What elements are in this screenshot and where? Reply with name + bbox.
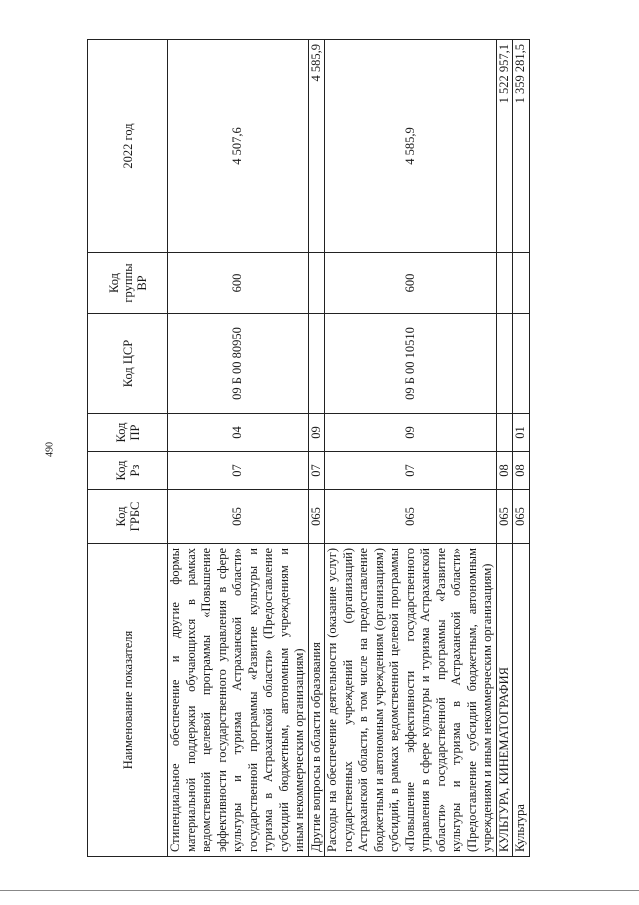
- row-grbs: 065: [513, 490, 530, 544]
- row-amount: 1 359 281,5: [513, 40, 530, 253]
- row-csr: 09 Б 00 80950: [168, 314, 309, 414]
- budget-table: [87, 39, 530, 857]
- header-rz: Код Рз: [88, 452, 168, 490]
- row-name: КУЛЬТУРА, КИНЕМАТОГРАФИЯ: [496, 544, 513, 857]
- row-amount: 4 507,6: [168, 40, 309, 253]
- header-pr: Код ПР: [88, 414, 168, 452]
- header-name: Наименование показателя: [88, 544, 168, 857]
- row-vr: 600: [168, 253, 309, 314]
- row-amount: 4 585,9: [308, 40, 325, 253]
- row-pr: [496, 414, 513, 452]
- page-number: 490: [44, 442, 56, 457]
- table-header-row: [88, 40, 168, 857]
- row-name: Стипендиальное обеспечение и другие формы материальной поддержки обучающихся в рамках ведомственной целевой программы «Повышение эффективности государственного управления в сфере культуры и туризма Астраханской области» государственной программы «Развитие культуры и туризма в Астраханской области» (Предоставление субсидий бюджетным, автономным учреждениям и иным некоммерческим организациям): [168, 544, 309, 857]
- row-rz: 07: [325, 452, 497, 490]
- row-grbs: 065: [168, 490, 309, 544]
- table-row: [168, 40, 309, 857]
- row-rz: 08: [496, 452, 513, 490]
- rotated-table-wrapper: [87, 40, 527, 857]
- row-csr: 09 Б 00 10510: [325, 314, 497, 414]
- row-csr: [496, 314, 513, 414]
- row-vr: [513, 253, 530, 314]
- row-amount: 4 585,9: [325, 40, 497, 253]
- page-bottom-rule: [0, 890, 639, 891]
- row-vr: [308, 253, 325, 314]
- table-row: [325, 40, 497, 857]
- row-grbs: 065: [496, 490, 513, 544]
- row-csr: [308, 314, 325, 414]
- row-rz: 07: [168, 452, 309, 490]
- header-vr: Код группы ВР: [88, 253, 168, 314]
- header-csr: Код ЦСР: [88, 314, 168, 414]
- row-amount: 1 522 957,1: [496, 40, 513, 253]
- table-row: [308, 40, 325, 857]
- row-grbs: 065: [308, 490, 325, 544]
- table-row: [496, 40, 513, 857]
- row-rz: 07: [308, 452, 325, 490]
- row-pr: 09: [325, 414, 497, 452]
- row-rz: 08: [513, 452, 530, 490]
- row-vr: [496, 253, 513, 314]
- row-name: Другие вопросы в области образования: [308, 544, 325, 857]
- header-grbs: Код ГРБС: [88, 490, 168, 544]
- row-grbs: 065: [325, 490, 497, 544]
- row-pr: 01: [513, 414, 530, 452]
- row-csr: [513, 314, 530, 414]
- table-row: [513, 40, 530, 857]
- header-year: 2022 год: [88, 40, 168, 253]
- row-pr: 09: [308, 414, 325, 452]
- row-name: Расходы на обеспечение деятельности (оказание услуг) государственных учреждений (организаций) Астраханской области, в том числе на предоставление бюджетным и автономным учреждениям (организациям) субсидий, в рамках ведомственной целевой программы «Повышение эффективности государственного управления в сфере культуры и туризма Астраханской области» государственной программы «Развитие культуры и туризма в Астраханской области» (Предоставление субсидий бюджетным, автономным учреждениям и иным некоммерческим организациям): [325, 544, 497, 857]
- row-vr: 600: [325, 253, 497, 314]
- row-pr: 04: [168, 414, 309, 452]
- row-name: Культура: [513, 544, 530, 857]
